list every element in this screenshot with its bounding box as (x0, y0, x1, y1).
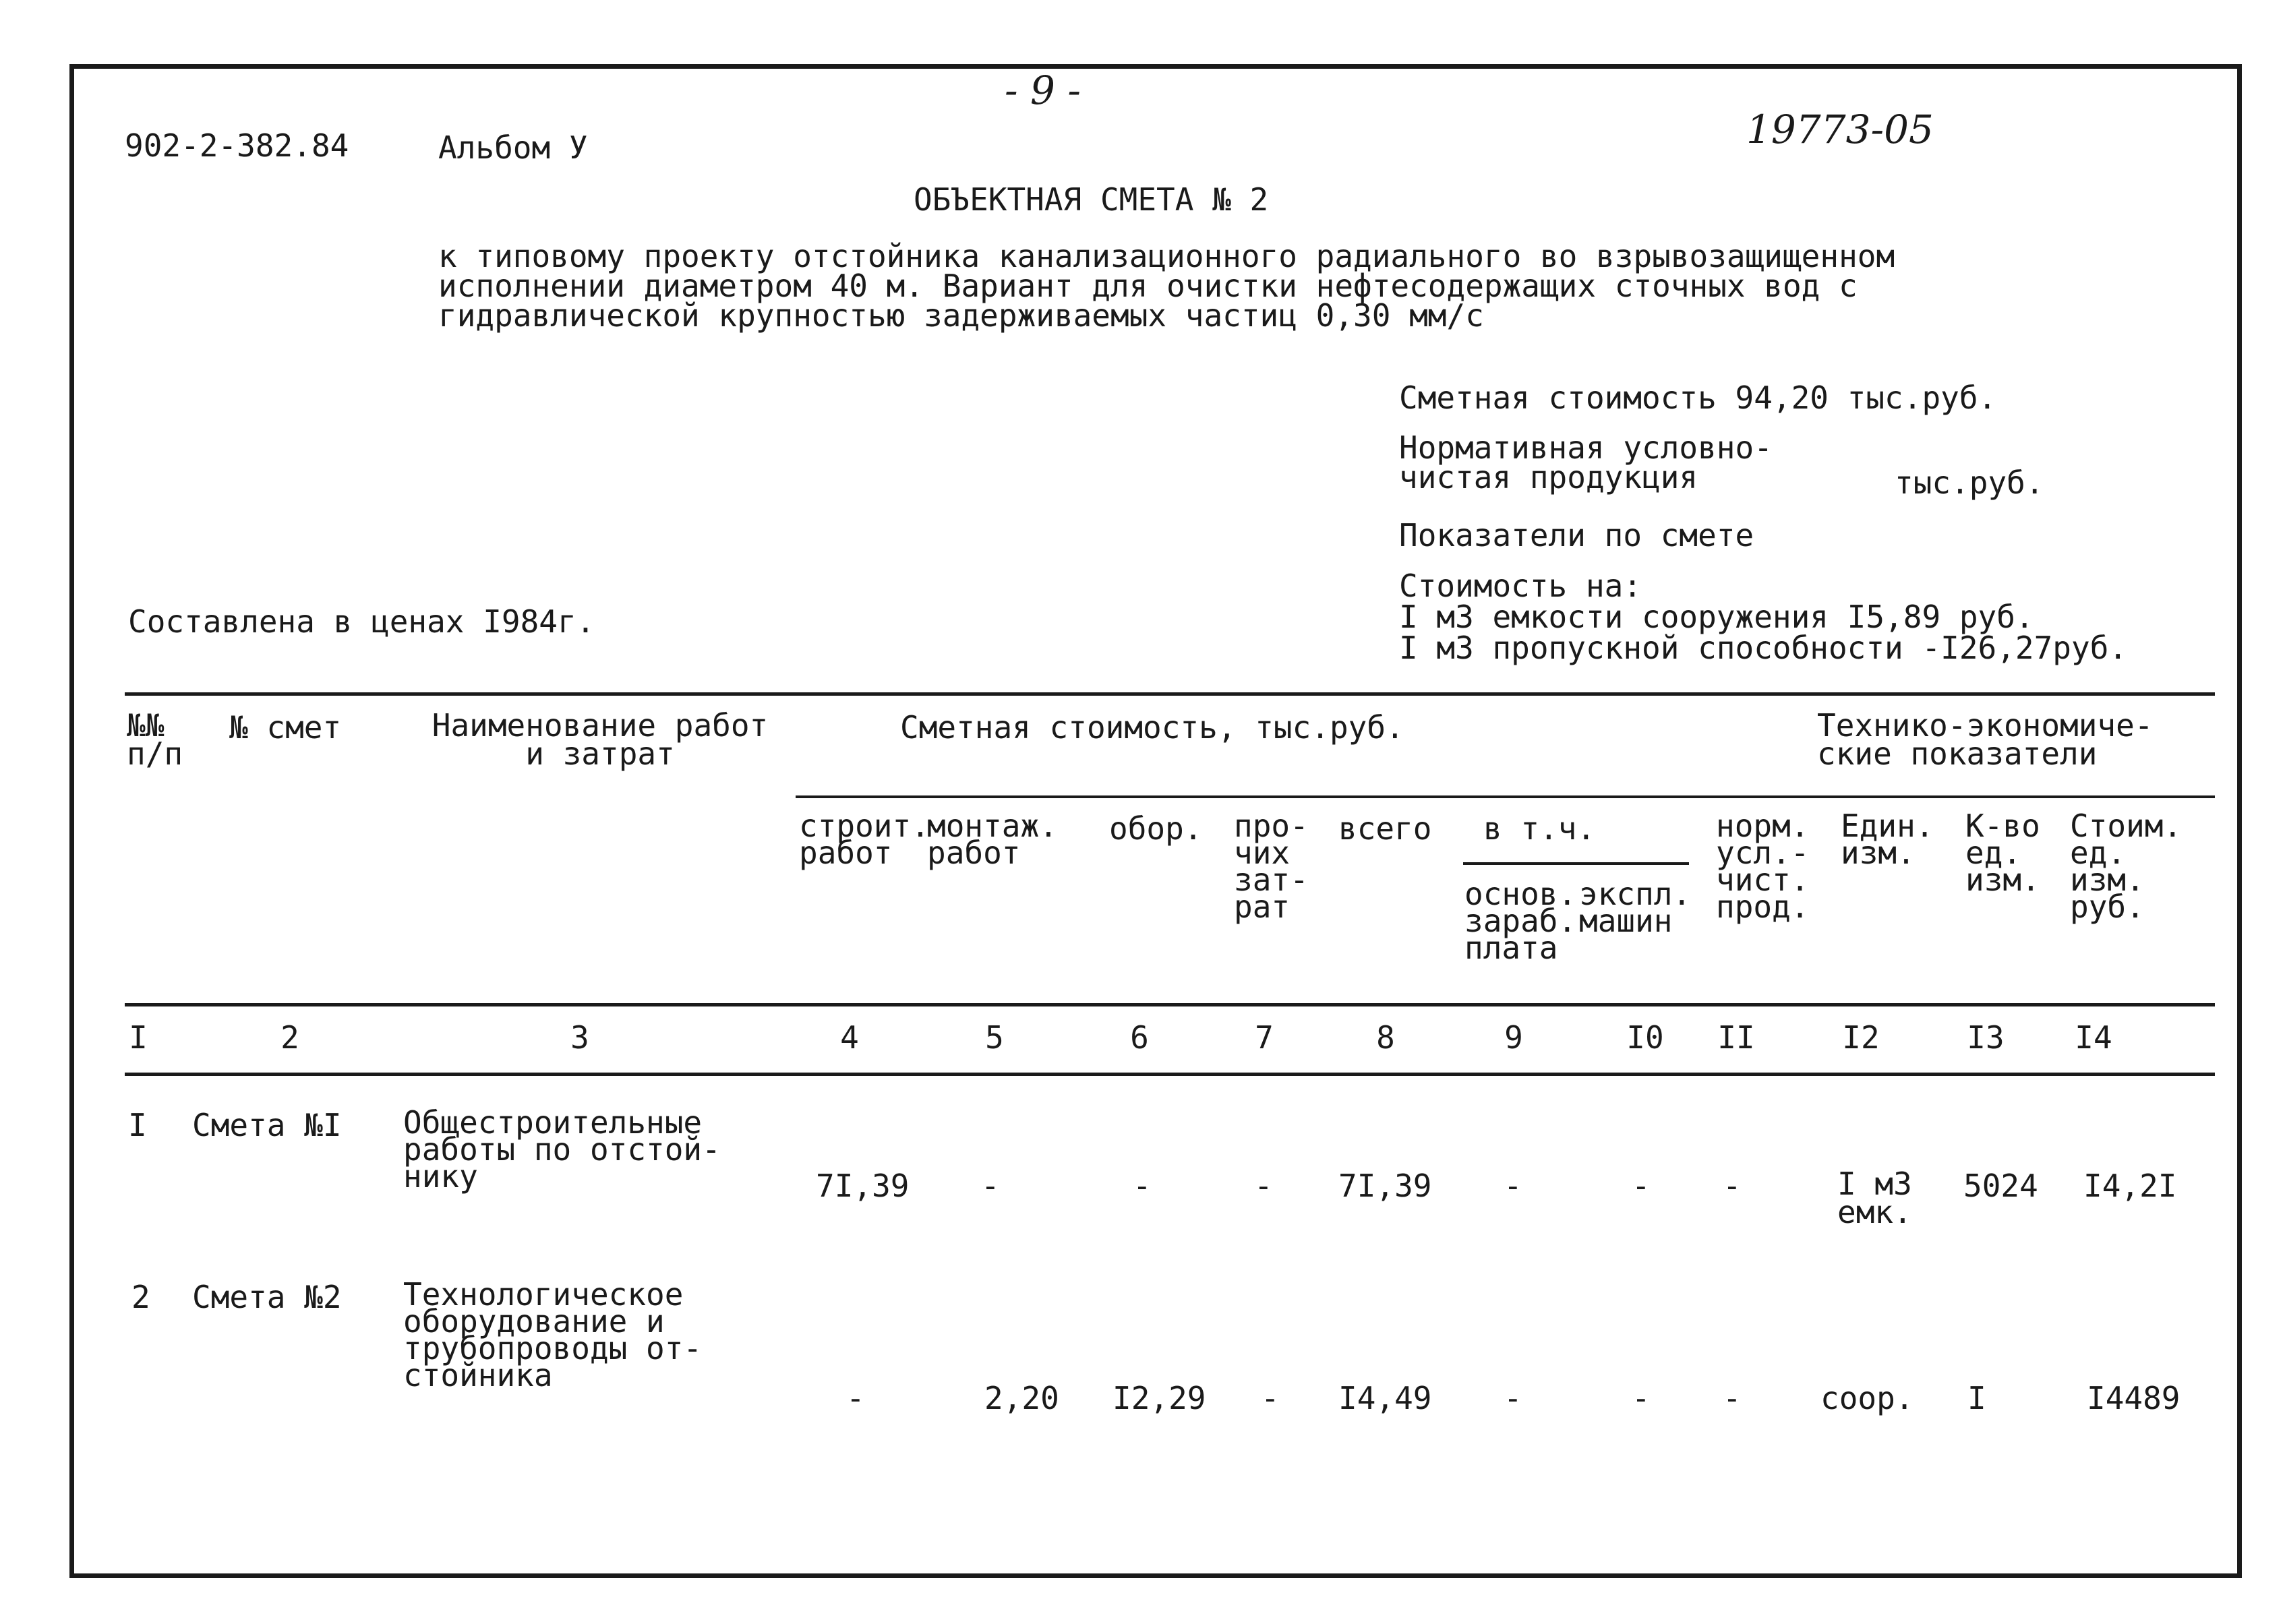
page-number: - 9 - (1005, 67, 1081, 113)
cost-per-unit: Стоимость на: I м3 емкости сооружения I5,89 руб. I м3 пропускной способности -I26,27руб. (1399, 568, 2128, 666)
row-ekspl: - (1632, 1168, 1651, 1204)
indicators-label: Показатели по смете (1399, 517, 1754, 553)
header-norm: норм. усл.- чист. прод. (1716, 808, 1810, 925)
row-stoim: I4,2I (2083, 1168, 2177, 1204)
col-number: I (129, 1019, 148, 1056)
row-edin: I м3 емк. (1837, 1166, 1912, 1230)
row-vsego: 7I,39 (1338, 1168, 1432, 1204)
header-bottom-rule (125, 1003, 2215, 1006)
row-kvo: I (1967, 1380, 1986, 1416)
col-number: II (1717, 1019, 1755, 1056)
row-vsego: I4,49 (1338, 1380, 1432, 1416)
document-title: ОБЪЕКТНАЯ СМЕТА № 2 (914, 181, 1269, 218)
row-norm: - (1723, 1380, 1742, 1416)
row-stroit: 7I,39 (816, 1168, 910, 1204)
col-number: 8 (1376, 1019, 1395, 1056)
row-smeta: Смета №I (192, 1107, 342, 1143)
header-kvo: К-во ед. изм. (1965, 808, 2040, 898)
col-number: I2 (1842, 1019, 1880, 1056)
header-osnov: основ. зараб. плата (1464, 876, 1577, 966)
header-num: №№ п/п (127, 707, 183, 772)
header-vtch: в т.ч. (1483, 810, 1596, 847)
col-number: I0 (1626, 1019, 1664, 1056)
header-cost-group: Сметная стоимость, тыс.руб. (900, 709, 1404, 746)
col-numbers-rule (125, 1073, 2215, 1076)
col-number: 5 (985, 1019, 1004, 1056)
header-obor: обор. (1109, 810, 1203, 847)
header-montazh: монтаж. работ (927, 808, 1058, 871)
row-montazh: - (981, 1168, 1000, 1204)
row-kvo: 5024 (1963, 1168, 2038, 1204)
row-montazh: 2,20 (984, 1380, 1059, 1416)
header-prochih: про- чих зат- рат (1234, 808, 1309, 925)
archive-number: 19773-05 (1746, 107, 1934, 152)
document-subtitle: к типовому проекту отстойника канализационного радиального во взрывозащищенном исполнении диаметром 40 м. Вариант для очистки нефтесодержащих сточных вод с гидравлической крупностью задерживаемых частиц 0,30 мм/с (438, 238, 1895, 334)
col-number: 7 (1255, 1019, 1274, 1056)
row-edin: соор. (1820, 1380, 1914, 1416)
row-ekspl: - (1632, 1380, 1651, 1416)
header-tech-group: Технико-экономиче- ские показатели (1817, 707, 2154, 772)
estimated-cost: Сметная стоимость 94,20 тыс.руб. (1399, 380, 1997, 416)
header-ekspl: экспл. машин (1579, 876, 1692, 939)
row-osnov: - (1504, 1168, 1522, 1204)
col-number: 4 (840, 1019, 859, 1056)
header-edin: Един. изм. (1841, 808, 1934, 871)
album-label: Альбом У (438, 129, 588, 166)
row-smeta: Смета №2 (192, 1279, 342, 1315)
row-obor: - (1133, 1168, 1152, 1204)
row-norm: - (1723, 1168, 1742, 1204)
cost-group-rule (796, 795, 2215, 798)
row-num: 2 (131, 1279, 150, 1315)
header-stoim: Стоим. ед. изм. руб. (2070, 808, 2183, 925)
doc-number: 902-2-382.84 (125, 127, 349, 164)
row-stoim: I4489 (2087, 1380, 2180, 1416)
header-vsego: всего (1338, 810, 1432, 847)
header-name: Наименование работ и затрат (432, 707, 769, 772)
col-number: 2 (280, 1019, 299, 1056)
row-stroit: - (846, 1380, 865, 1416)
vtch-rule (1463, 862, 1689, 865)
prices-note: Составлена в ценах I984г. (128, 603, 595, 640)
col-number: 3 (570, 1019, 589, 1056)
header-smeta: № смет (229, 709, 342, 746)
normative-product: Нормативная условно- чистая продукция (1399, 429, 1773, 495)
header-stroit: строит. работ (799, 808, 930, 871)
row-name: Общестроительные работы по отстой- нику (403, 1104, 721, 1195)
col-number: 6 (1130, 1019, 1149, 1056)
row-prochih: - (1261, 1380, 1280, 1416)
col-number: 9 (1504, 1019, 1523, 1056)
row-prochih: - (1254, 1168, 1273, 1204)
col-number: I3 (1967, 1019, 2005, 1056)
normative-unit: тыс.руб. (1895, 464, 2044, 501)
row-num: I (128, 1107, 147, 1143)
row-obor: I2,29 (1112, 1380, 1206, 1416)
row-name: Технологическое оборудование и трубопроводы от- стойника (403, 1276, 703, 1393)
table-top-rule (125, 692, 2215, 696)
row-osnov: - (1504, 1380, 1522, 1416)
col-number: I4 (2075, 1019, 2112, 1056)
